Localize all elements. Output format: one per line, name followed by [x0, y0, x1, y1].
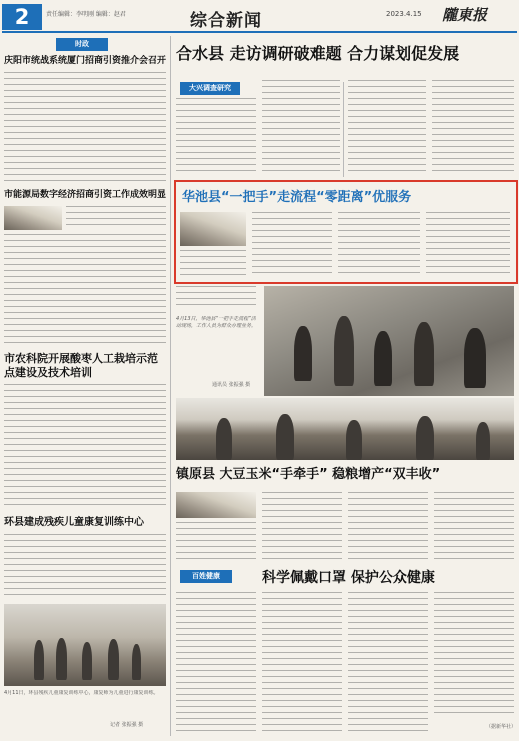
sidebar-tag: 大兴调查研究: [180, 82, 240, 95]
article-body: [4, 72, 166, 184]
article-title: 市农科院开展酸枣人工栽培示范点建设及技术培训: [4, 352, 158, 379]
main-photo: [264, 286, 514, 396]
page-number: 2: [2, 4, 42, 30]
article-body: [4, 534, 166, 600]
column-rule: [170, 36, 171, 736]
header-rule: [2, 31, 517, 33]
article-body: [176, 592, 256, 732]
photo-credit: 记者 张振强 摄: [110, 722, 144, 728]
newspaper-logo: 隴東报: [442, 6, 488, 24]
article-body: [348, 80, 426, 172]
highlight-story-headline: 华池县“一把手”走流程“零距离”优服务: [182, 190, 412, 205]
article-body: [66, 206, 166, 230]
article-photo: [4, 206, 62, 230]
sub-tag: 百姓健康: [180, 570, 232, 583]
bottom-story-headline: 科学佩戴口罩 保护公众健康: [262, 570, 435, 586]
article-body: [4, 234, 166, 346]
article-body: [262, 592, 342, 732]
article-photo: [4, 604, 166, 686]
article-title: 市能源局数字经济招商引资工作成效明显: [4, 190, 167, 200]
mid-story-headline: 镇原县 大豆玉米“手牵手” 稳粮增产“双丰收”: [176, 467, 441, 482]
article-title: 庆阳市统战系统厦门招商引资推介会召开: [4, 56, 167, 66]
article-body: [4, 384, 166, 510]
section-tag: 时政: [56, 38, 108, 51]
photo-credit: 通讯员 张振强 摄: [212, 382, 251, 388]
section-title: 综合新闻: [190, 11, 262, 31]
highlight-story-photo: [180, 212, 246, 246]
article-body: [252, 212, 332, 276]
article-title: 环县建成残疾儿童康复训练中心: [4, 517, 144, 528]
article-body: [262, 492, 342, 562]
photo-caption: 4月13日，华池县“一把手走流程”活动现场，工作人员为群众办理业务。: [176, 316, 256, 329]
secondary-photo: [176, 398, 514, 460]
photo-caption: 4月11日，环县残疾儿童康复训练中心，康复师为儿童进行康复训练。: [4, 690, 159, 696]
article-body: [176, 98, 256, 172]
article-body: [434, 492, 514, 562]
article-body: [180, 250, 246, 276]
column-rule: [343, 82, 344, 177]
editor-info: 责任编辑：李明刚 编辑：赵君: [46, 11, 126, 18]
top-story-headline: 合水县 走访调研破难题 合力谋划促发展: [176, 44, 460, 63]
article-body: [434, 592, 514, 718]
article-body: [338, 212, 420, 276]
article-body: [432, 80, 514, 172]
article-body: [348, 492, 428, 562]
article-body: [348, 592, 428, 732]
mid-story-photo: [176, 492, 256, 518]
footer-note: （据新华社）: [485, 724, 516, 730]
article-body: [176, 522, 256, 562]
issue-date: 2023.4.15: [386, 10, 422, 18]
article-body: [262, 80, 340, 172]
article-body: [176, 286, 256, 310]
article-body: [426, 212, 510, 276]
